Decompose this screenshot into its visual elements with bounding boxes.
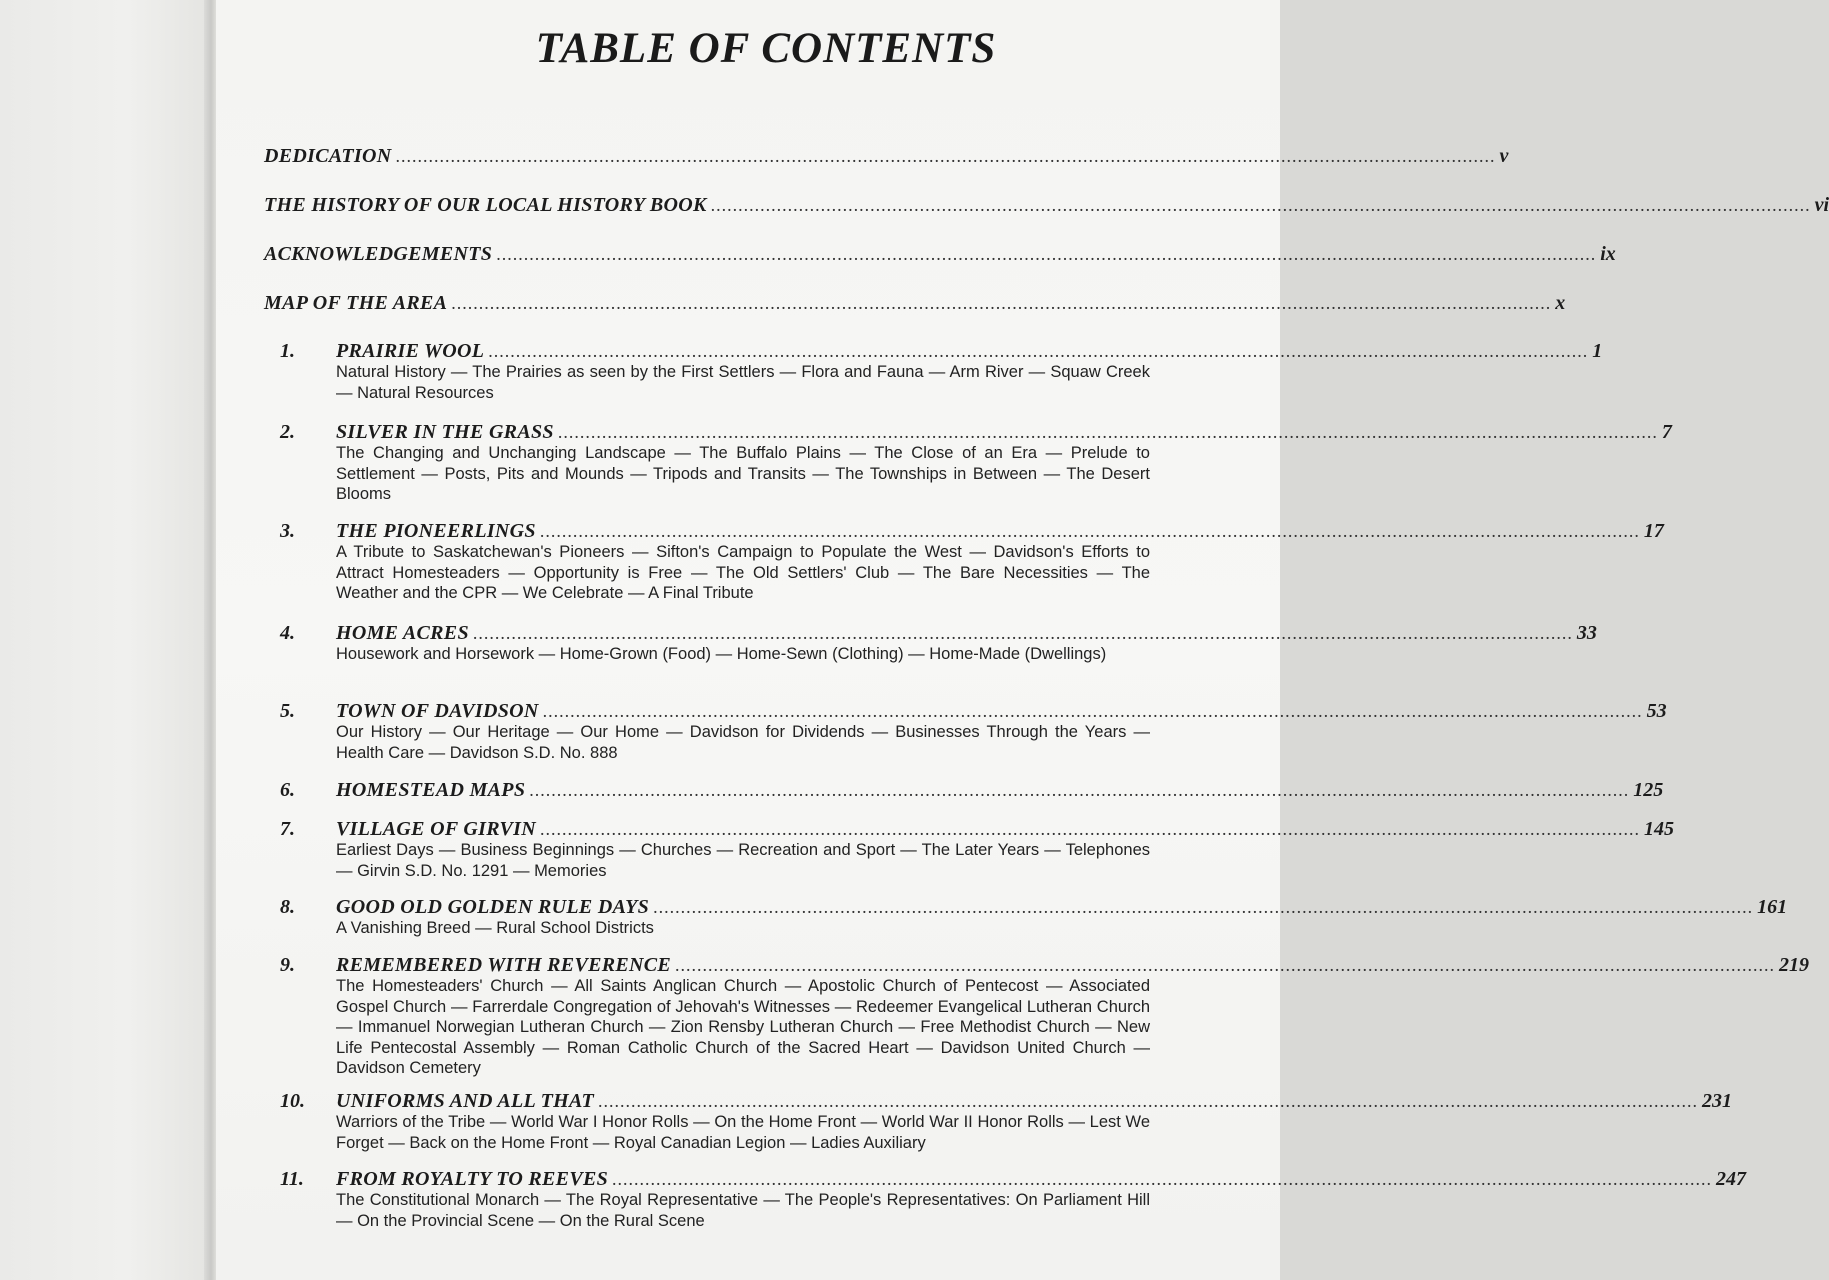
dot-leader: ........................................................................................................................................................................................................	[395, 146, 1496, 166]
entry-page: v	[1499, 145, 1509, 167]
dot-leader: ........................................................................................................................................................................................................	[529, 780, 1630, 800]
chapter-number: 2.	[280, 421, 295, 443]
chapter-description: A Tribute to Saskatchewan's Pioneers — Sifton's Campaign to Populate the West — Davidson's Efforts to Attract Homesteaders — Opportunity is Free — The Old Settlers' Club — The Bare Necessities — The Weather and the CPR — We Celebrate — A Final Tribute	[336, 543, 1150, 602]
entry-page: x	[1555, 292, 1566, 314]
chapter-description: A Vanishing Breed — Rural School Districts	[336, 919, 654, 937]
chapter-page: 17	[1643, 520, 1664, 542]
chapter-page: 33	[1576, 622, 1597, 644]
chapter-description: Our History — Our Heritage — Our Home — Davidson for Dividends — Businesses Through the Years — Health Care — Davidson S.D. No. 888	[336, 723, 1150, 762]
dot-leader: ........................................................................................................................................................................................................	[598, 1091, 1698, 1111]
dot-leader: ........................................................................................................................................................................................................	[653, 897, 1754, 917]
entry-title: ACKNOWLEDGEMENTS	[264, 243, 493, 265]
dot-leader: ........................................................................................................................................................................................................	[488, 341, 1589, 361]
chapter-page: 219	[1779, 954, 1810, 976]
chapter-title: HOMESTEAD MAPS	[336, 779, 526, 801]
dot-leader: ........................................................................................................................................................................................................	[557, 422, 1658, 442]
chapter-number: 1.	[280, 340, 295, 362]
chapter-title: HOME ACRES	[336, 622, 469, 644]
dot-leader: ........................................................................................................................................................................................................	[472, 623, 1573, 643]
chapter-number: 4.	[280, 622, 295, 644]
chapter-description: Earliest Days — Business Beginnings — Churches — Recreation and Sport — The Later Years — Telephones — Girvin S.D. No. 1291 — Memories	[336, 841, 1150, 880]
chapter-page: 1	[1592, 340, 1603, 362]
chapter-title: TOWN OF DAVIDSON	[336, 700, 539, 722]
chapter-number: 7.	[280, 818, 295, 840]
chapter-description: Warriors of the Tribe — World War I Honor Rolls — On the Home Front — World War II Honor Rolls — Lest We Forget — Back on the Home Front — Royal Canadian Legion — Ladies Auxiliary	[336, 1113, 1150, 1152]
chapter-heading	[336, 1090, 1732, 1113]
chapter-page: 145	[1643, 818, 1674, 840]
left-page	[0, 0, 212, 1280]
dot-leader: ........................................................................................................................................................................................................	[710, 195, 1811, 215]
chapter-number: 10.	[280, 1090, 305, 1112]
chapter-page: 247	[1716, 1168, 1747, 1190]
toc-entry-map	[264, 292, 1566, 322]
chapter-heading	[336, 340, 1603, 363]
chapter-number: 8.	[280, 896, 295, 918]
chapter-description: The Changing and Unchanging Landscape — The Buffalo Plains — The Close of an Era — Prelude to Settlement — Posts, Pits and Mounds — Tripods and Transits — The Townships in Between — The Desert Blooms	[336, 444, 1150, 503]
dot-leader: ........................................................................................................................................................................................................	[675, 955, 1776, 975]
chapter-page: 125	[1633, 779, 1664, 801]
chapter-heading	[336, 700, 1667, 723]
chapter-title: VILLAGE OF GIRVIN	[336, 818, 536, 840]
dot-leader: ........................................................................................................................................................................................................	[612, 1169, 1713, 1189]
chapter-title: UNIFORMS AND ALL THAT	[336, 1090, 594, 1112]
dot-leader: ........................................................................................................................................................................................................	[539, 521, 1640, 541]
chapter-page: 7	[1661, 421, 1672, 443]
page-title: TABLE OF CONTENTS	[535, 25, 997, 72]
chapter-heading	[336, 779, 1664, 802]
entry-title: MAP OF THE AREA	[264, 292, 448, 314]
chapter-description: Natural History — The Prairies as seen by the First Settlers — Flora and Fauna — Arm River — Squaw Creek — Natural Resources	[336, 363, 1150, 402]
dot-leader: ........................................................................................................................................................................................................	[451, 293, 1552, 313]
chapter-number: 11.	[280, 1168, 304, 1190]
dot-leader: ........................................................................................................................................................................................................	[496, 244, 1597, 264]
chapter-heading	[336, 818, 1674, 841]
dot-leader: ........................................................................................................................................................................................................	[539, 819, 1640, 839]
chapter-title: SILVER IN THE GRASS	[336, 421, 554, 443]
chapter-number: 5.	[280, 700, 295, 722]
toc-entry-history-book	[264, 194, 1829, 224]
chapter-heading	[336, 1168, 1747, 1191]
toc-entry-acknowledgements	[264, 243, 1616, 273]
entry-title: THE HISTORY OF OUR LOCAL HISTORY BOOK	[264, 194, 707, 216]
chapter-heading	[336, 622, 1597, 645]
entry-page: vi	[1814, 194, 1829, 216]
chapter-heading	[336, 520, 1664, 543]
contents-page	[216, 0, 1829, 1280]
chapter-title: THE PIONEERLINGS	[336, 520, 536, 542]
chapter-title: FROM ROYALTY TO REEVES	[336, 1168, 609, 1190]
chapter-description: Housework and Horsework — Home-Grown (Food) — Home-Sewn (Clothing) — Home-Made (Dwellings)	[336, 645, 1107, 663]
chapter-number: 3.	[280, 520, 295, 542]
chapter-title: REMEMBERED WITH REVERENCE	[336, 954, 672, 976]
chapter-page: 53	[1646, 700, 1667, 722]
chapter-page: 161	[1757, 896, 1788, 918]
chapter-number: 9.	[280, 954, 295, 976]
dot-leader: ........................................................................................................................................................................................................	[542, 701, 1643, 721]
chapter-description: The Constitutional Monarch — The Royal Representative — The People's Representatives: On Parliament Hill — On the Provincial Scene — On the Rural Scene	[336, 1191, 1150, 1230]
chapter-heading	[336, 896, 1788, 919]
toc-entry-dedication	[264, 145, 1509, 175]
chapter-heading	[336, 421, 1672, 444]
chapter-description: The Homesteaders' Church — All Saints Anglican Church — Apostolic Church of Pentecost — Associated Gospel Church — Farrerdale Congregation of Jehovah's Witnesses — Redeemer Evangelical Lutheran Church — Immanuel Norwegian Lutheran Church — Zion Rensby Lutheran Church — Free Methodist Church — New Life Pentecostal Assembly — Roman Catholic Church of the Sacred Heart — Davidson United Church — Davidson Cemetery	[336, 977, 1150, 1077]
chapter-number: 6.	[280, 779, 295, 801]
entry-title: DEDICATION	[264, 145, 392, 167]
chapter-heading	[336, 954, 1810, 977]
chapter-title: PRAIRIE WOOL	[336, 340, 485, 362]
entry-page: ix	[1600, 243, 1616, 265]
chapter-page: 231	[1702, 1090, 1732, 1112]
chapter-title: GOOD OLD GOLDEN RULE DAYS	[336, 896, 650, 918]
